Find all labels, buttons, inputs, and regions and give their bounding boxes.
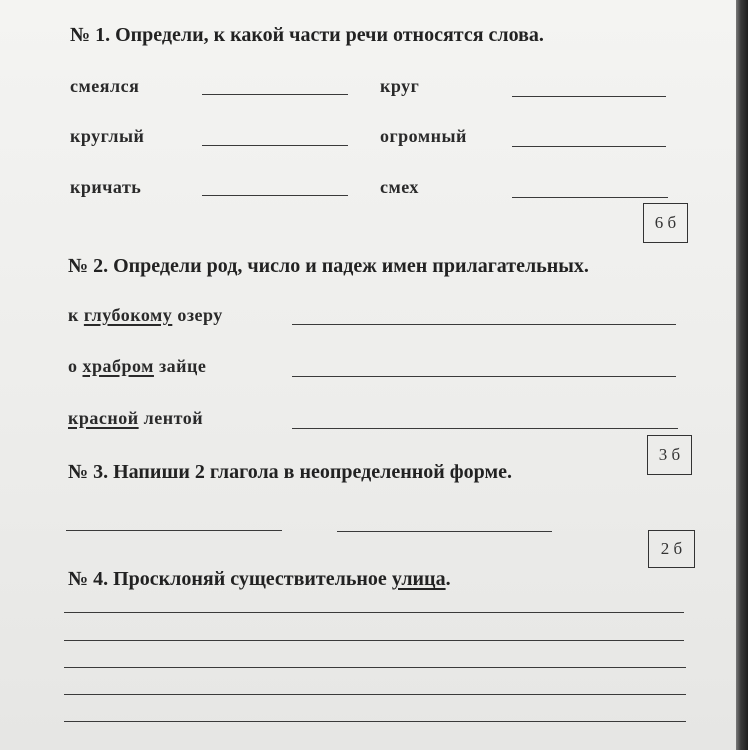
- page-edge-shadow: [736, 0, 748, 750]
- score-label: 2 б: [660, 539, 683, 558]
- task1-word-2: круг: [380, 76, 420, 96]
- answer-line[interactable]: [292, 324, 676, 325]
- task2-phrase-1: [68, 304, 223, 326]
- underlined-adjective: храбром: [82, 356, 154, 376]
- task1-word-5: кричать: [70, 177, 142, 197]
- answer-line[interactable]: [202, 94, 348, 95]
- score-label: 3 б: [658, 445, 681, 464]
- phrase-noun: озеру: [172, 305, 223, 325]
- answer-line[interactable]: [512, 197, 668, 198]
- underlined-adjective: глубокому: [83, 305, 173, 325]
- phrase-prefix: о: [68, 356, 83, 376]
- phrase-prefix: к: [68, 305, 84, 325]
- underlined-noun: улица: [391, 568, 446, 590]
- task1-word-3: круглый: [70, 126, 145, 146]
- underlined-adjective: красной: [68, 408, 139, 428]
- score-box: [643, 203, 688, 243]
- task2-phrase-3: [68, 407, 203, 429]
- task4-title: [68, 568, 451, 590]
- answer-line[interactable]: [66, 530, 282, 531]
- answer-line[interactable]: [202, 195, 348, 196]
- task1-word-4: огромный: [380, 126, 467, 146]
- answer-line[interactable]: [292, 428, 678, 429]
- score-label: 6 б: [654, 213, 677, 232]
- phrase-noun: зайце: [153, 356, 207, 376]
- task4-title-text: № 4. Просклоняй существительное: [68, 568, 392, 590]
- answer-line[interactable]: [64, 612, 684, 613]
- answer-line[interactable]: [64, 721, 686, 722]
- answer-line[interactable]: [512, 146, 666, 147]
- answer-line[interactable]: [512, 96, 666, 97]
- task4-title-end: .: [445, 568, 451, 590]
- task1-title: № 1. Определи, к какой части речи относятся слова.: [70, 24, 544, 46]
- task1-word-6: смех: [380, 177, 419, 197]
- answer-line[interactable]: [202, 145, 348, 146]
- task3-title: № 3. Напиши 2 глагола в неопределенной форме.: [68, 461, 512, 483]
- answer-line[interactable]: [337, 531, 552, 532]
- answer-line[interactable]: [292, 376, 676, 377]
- score-box: [648, 530, 695, 568]
- answer-line[interactable]: [64, 640, 684, 641]
- task2-title: № 2. Определи род, число и падеж имен прилагательных.: [68, 255, 589, 277]
- answer-line[interactable]: [64, 694, 686, 695]
- score-box: [647, 435, 692, 475]
- task2-phrase-2: [68, 355, 206, 377]
- task1-word-1: смеялся: [70, 76, 140, 96]
- phrase-noun: лентой: [138, 408, 204, 428]
- answer-line[interactable]: [64, 667, 686, 668]
